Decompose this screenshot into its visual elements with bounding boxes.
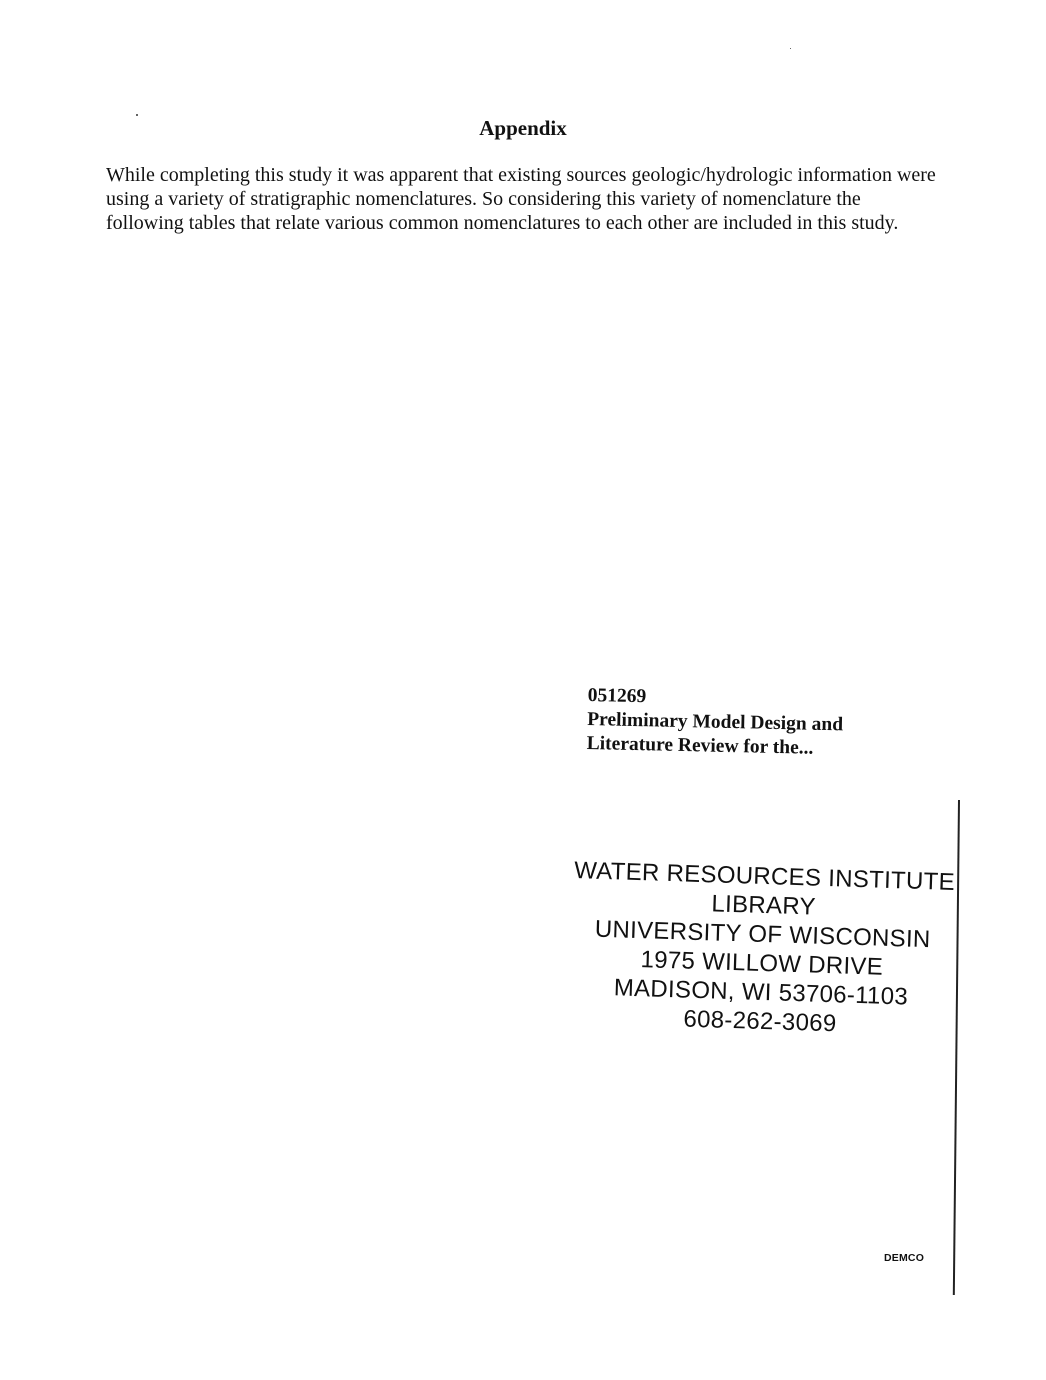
scan-speck: [790, 48, 791, 49]
stamp-line-university: UNIVERSITY OF WISCONSIN: [594, 915, 931, 954]
page-heading: Appendix: [479, 116, 567, 140]
catalog-title-line-2: Literature Review for the...: [586, 732, 814, 759]
demco-mark: DEMCO: [884, 1252, 925, 1264]
catalog-number: 051269: [587, 684, 647, 708]
stamp-line-institute: WATER RESOURCES INSTITUTE: [573, 857, 956, 896]
catalog-label: [586, 684, 887, 762]
stamp-line-phone: 608-262-3069: [683, 1005, 837, 1038]
stamp-line-street: 1975 WILLOW DRIVE: [640, 946, 884, 981]
catalog-title-line-1: Preliminary Model Design and: [587, 708, 844, 736]
stamp-line-city: MADISON, WI 53706-1103: [613, 974, 909, 1011]
appendix-body-paragraph: While completing this study it was apparent that existing sources geologic/hydrologic information were using a variety of stratigraphic nomenclatures. So considering this variety of nomenclature the following tables that relate various common nomenclatures to each other are included in this study.: [106, 164, 936, 234]
library-address-stamp: [555, 856, 970, 1043]
stamp-line-library: LIBRARY: [711, 890, 817, 921]
